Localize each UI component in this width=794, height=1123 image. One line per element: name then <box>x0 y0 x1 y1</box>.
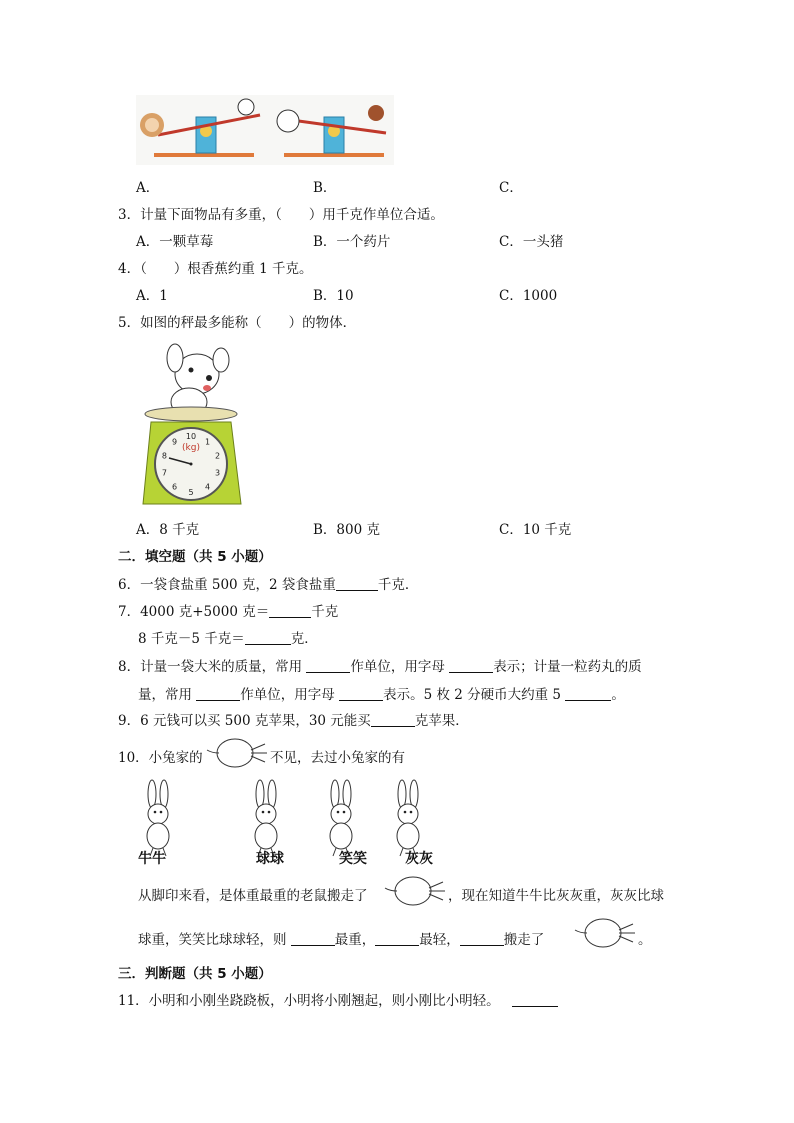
q8-blank-letter-2[interactable] <box>339 686 383 701</box>
q10-para-1b: ，现在知道牛牛比灰灰重，灰灰比球 <box>448 888 664 904</box>
q8-text-2b: 作单位，用字母 <box>240 687 335 703</box>
q7-answer-blank-2[interactable] <box>245 630 291 645</box>
dial-number: 2 <box>215 451 221 461</box>
q10-stem-b: 不见，去过小兔家的有 <box>270 750 405 766</box>
q10-blank-lightest[interactable] <box>375 931 419 946</box>
q8-blank-unit-2[interactable] <box>196 686 240 701</box>
dial-number: 3 <box>215 468 221 478</box>
dial-number: 7 <box>161 468 167 478</box>
radish-icon-3 <box>573 916 637 950</box>
rabbit-figure <box>397 780 419 856</box>
q6-text-b: 千克． <box>377 577 419 593</box>
dial-number: 5 <box>188 488 194 497</box>
q5-option-c: C．10 千克 <box>499 522 572 538</box>
section-2-title: 二．填空题（共 5 小题） <box>118 549 272 565</box>
q4-option-b: B．10 <box>313 288 354 304</box>
dial-number: 1 <box>204 437 211 447</box>
rabbit-figure <box>147 780 169 856</box>
q7-text-1b: 千克 <box>311 604 339 620</box>
q3-stem: 3．计量下面物品有多重，（ ）用千克作单位合适。 <box>118 207 444 223</box>
q2-option-a: A． <box>136 180 160 196</box>
q10-blank-took[interactable] <box>460 931 504 946</box>
dial-number: 10 <box>185 432 197 441</box>
q8-text-2a: 量，常用 <box>138 687 192 703</box>
rabbit-name-niuniu: 牛牛 <box>138 851 166 867</box>
q8-blank-letter-1[interactable] <box>449 658 493 673</box>
q6-line <box>118 573 418 593</box>
radish-drawing <box>205 736 269 770</box>
q11-stem: 11．小明和小刚坐跷跷板，小明将小刚翘起，则小刚比小明轻。 <box>118 993 500 1009</box>
rabbit-name-qiuqiu: 球球 <box>256 851 284 867</box>
q5-option-b: B．800 克 <box>313 522 380 538</box>
q6-text-a: 6．一袋食盐重 500 克，2 袋食盐重 <box>118 577 336 593</box>
q4-option-a: A．1 <box>136 288 168 304</box>
q11-line <box>118 989 558 1009</box>
q5-scale-picture <box>139 338 245 508</box>
q7-text-2a: 8 千克－5 千克＝ <box>138 631 245 647</box>
q7-line-2 <box>138 627 318 647</box>
q8-blank-unit-1[interactable] <box>306 658 350 673</box>
q9-text-a: 9．6 元钱可以买 500 克苹果，30 元能买 <box>118 713 371 729</box>
q10-para-2 <box>138 928 544 948</box>
q9-line <box>118 709 469 729</box>
dog-on-scale-illustration <box>139 338 245 508</box>
seesaw-illustration <box>136 95 394 165</box>
q10-text-2a: 球重，笑笑比球球轻，则 <box>138 932 287 948</box>
q2-option-c: C． <box>499 180 523 196</box>
q8-text-2c: 表示。5 枚 2 分硬币大约重 5 <box>383 687 562 703</box>
q7-text-2b: 克． <box>290 631 318 647</box>
scale-unit-label: (kg) <box>182 443 200 453</box>
dial-number: 4 <box>204 482 211 492</box>
q10-text-2c: 最轻， <box>419 932 460 948</box>
q7-answer-blank-1[interactable] <box>269 603 311 618</box>
q8-text-1a: 8．计量一袋大米的质量，常用 <box>118 659 303 675</box>
q8-blank-coin[interactable] <box>565 686 611 701</box>
radish-drawing-2 <box>383 874 447 908</box>
q5-stem: 5．如图的秤最多能称（ ）的物体． <box>118 315 357 331</box>
q8-line-2 <box>138 683 625 703</box>
q7-text-1a: 7．4000 克+5000 克＝ <box>118 604 270 620</box>
q10-blank-heaviest[interactable] <box>291 931 335 946</box>
rabbit-figure <box>330 780 352 856</box>
radish-icon <box>205 736 269 770</box>
q3-option-a: A．一颗草莓 <box>136 234 214 250</box>
q3-option-c: C．一头猪 <box>499 234 564 250</box>
q10-para-1a: 从脚印来看，是体重最重的老鼠搬走了 <box>138 888 368 904</box>
radish-drawing-3 <box>573 916 637 950</box>
dial-number: 6 <box>171 482 178 492</box>
q9-answer-blank[interactable] <box>371 712 415 727</box>
q2-seesaw-picture <box>136 95 394 165</box>
rabbit-name-huihui: 灰灰 <box>405 851 433 867</box>
q7-line-1 <box>118 600 338 620</box>
q5-option-a: A．8 千克 <box>136 522 200 538</box>
q8-text-1c: 表示；计量一粒药丸的质 <box>493 659 642 675</box>
rabbit-figure <box>255 780 277 856</box>
q11-answer-blank[interactable] <box>512 992 558 1007</box>
q8-text-1b: 作单位，用字母 <box>350 659 445 675</box>
radish-icon-2 <box>383 874 447 908</box>
q6-answer-blank[interactable] <box>336 576 378 591</box>
q10-text-2e: 。 <box>638 932 652 948</box>
q8-text-2d: 。 <box>611 687 625 703</box>
q10-text-2b: 最重， <box>334 932 376 948</box>
dial-number: 9 <box>171 437 178 447</box>
q9-text-b: 克苹果． <box>414 713 469 729</box>
q8-line-1 <box>118 655 642 675</box>
section-3-title: 三．判断题（共 5 小题） <box>118 966 272 982</box>
dial-number: 8 <box>161 451 167 461</box>
q2-option-b: B． <box>313 180 337 196</box>
q4-stem: 4．（ ）根香蕉约重 1 千克。 <box>118 261 313 277</box>
q10-stem-a: 10．小兔家的 <box>118 750 203 766</box>
q4-option-c: C．1000 <box>499 288 558 304</box>
q10-text-2d: 搬走了 <box>503 932 545 948</box>
q3-option-b: B．一个药片 <box>313 234 391 250</box>
rabbit-name-xiaoxiao: 笑笑 <box>339 851 367 867</box>
